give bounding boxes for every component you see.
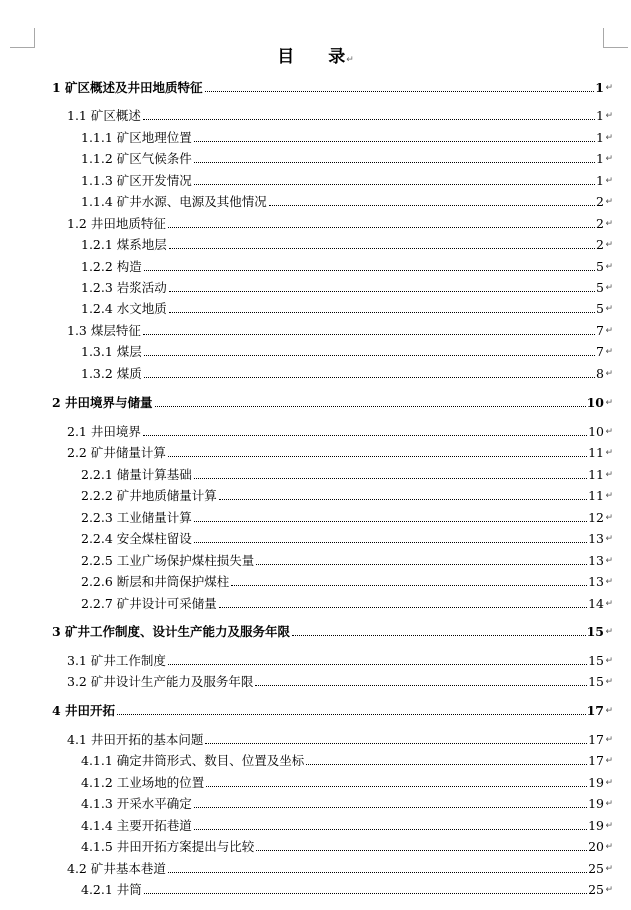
- paragraph-mark: ↵: [605, 756, 613, 766]
- paragraph-mark: ↵: [605, 427, 613, 437]
- paragraph-mark: ↵: [605, 283, 613, 293]
- paragraph-mark: ↵: [605, 778, 613, 788]
- toc-entry[interactable]: [81, 467, 613, 483]
- toc-entry[interactable]: [81, 553, 613, 569]
- toc-entry-label: 3.2 矿井设计生产能力及服务年限: [67, 674, 254, 689]
- toc-page-number: 15: [586, 624, 604, 639]
- toc-page-number: 10: [586, 395, 604, 410]
- paragraph-mark: ↵: [605, 706, 613, 716]
- paragraph-mark: ↵: [605, 176, 613, 186]
- paragraph-mark: ↵: [605, 677, 613, 687]
- toc-entry[interactable]: [81, 237, 613, 253]
- toc-entry-label: 2.2.3 工业储量计算: [81, 510, 192, 525]
- toc-entry[interactable]: [52, 703, 613, 719]
- toc-entry[interactable]: [81, 753, 613, 769]
- toc-entry-label: 4.1.2 工业场地的位置: [81, 775, 205, 790]
- toc-dot-leader: [255, 685, 587, 686]
- toc-dot-leader: [219, 499, 587, 500]
- toc-entry-label: 4.2 矿井基本巷道: [67, 861, 166, 876]
- toc-entry[interactable]: [67, 445, 613, 461]
- toc-page-number: 11: [588, 488, 604, 503]
- toc-dot-leader: [231, 585, 587, 586]
- toc-entry-label: 2.2 矿井储量计算: [67, 445, 166, 460]
- toc-page-number: 7: [596, 344, 604, 359]
- toc-entry-label: 1.3 煤层特征: [67, 323, 141, 338]
- paragraph-mark: ↵: [605, 534, 613, 544]
- toc-page-number: 25: [588, 861, 604, 876]
- toc-page-number: 5: [596, 259, 604, 274]
- toc-dot-leader: [144, 355, 595, 356]
- toc-dot-leader: [269, 205, 595, 206]
- paragraph-mark: ↵: [605, 885, 613, 895]
- toc-dot-leader: [168, 227, 595, 228]
- toc-entry-label: 1.1.4 矿井水源、电源及其他情况: [81, 194, 267, 209]
- paragraph-mark: ↵: [605, 133, 613, 143]
- toc-page-number: 17: [586, 703, 604, 718]
- paragraph-mark: ↵: [605, 799, 613, 809]
- paragraph-mark: ↵: [605, 864, 613, 874]
- toc-entry-label: 1.2 井田地质特征: [67, 216, 166, 231]
- paragraph-mark: ↵: [605, 262, 613, 272]
- toc-entry-label: 4 井田开拓: [52, 703, 116, 718]
- toc-entry[interactable]: [81, 796, 613, 812]
- toc-entry-label: 1.2.3 岩浆活动: [81, 280, 167, 295]
- toc-entry[interactable]: [81, 259, 613, 275]
- toc-page-number: 19: [588, 796, 604, 811]
- title-paragraph-mark: ↵: [346, 55, 354, 65]
- paragraph-mark: ↵: [605, 627, 613, 637]
- toc-entry-label: 4.1.3 开采水平确定: [81, 796, 192, 811]
- toc-entry[interactable]: [81, 366, 613, 382]
- paragraph-mark: ↵: [605, 577, 613, 587]
- toc-dot-leader: [143, 119, 595, 120]
- toc-entry[interactable]: [81, 574, 613, 590]
- toc-dot-leader: [144, 377, 595, 378]
- toc-page-number: 25: [588, 882, 604, 897]
- toc-dot-leader: [194, 542, 587, 543]
- page-title: [0, 46, 631, 71]
- toc-page-number: 2: [596, 216, 604, 231]
- toc-entry[interactable]: [52, 624, 613, 640]
- paragraph-mark: ↵: [605, 513, 613, 523]
- paragraph-mark: ↵: [605, 197, 613, 207]
- paragraph-mark: ↵: [605, 448, 613, 458]
- toc-entry[interactable]: [81, 151, 613, 167]
- toc-entry[interactable]: [67, 216, 613, 232]
- toc-entry-label: 1.1.2 矿区气候条件: [81, 151, 192, 166]
- toc-entry-label: 1.2.2 构造: [81, 259, 142, 274]
- toc-dot-leader: [256, 564, 587, 565]
- paragraph-mark: ↵: [605, 83, 613, 93]
- toc-entry-label: 3 矿井工作制度、设计生产能力及服务年限: [52, 624, 291, 639]
- toc-entry[interactable]: [81, 882, 613, 898]
- toc-dot-leader: [169, 312, 595, 313]
- toc-page-number: 5: [596, 301, 604, 316]
- toc-dot-leader: [306, 764, 587, 765]
- toc-page-number: 20: [588, 839, 604, 854]
- toc-entry[interactable]: [81, 280, 613, 296]
- toc-dot-leader: [205, 91, 595, 92]
- paragraph-mark: ↵: [605, 369, 613, 379]
- toc-page-number: 19: [588, 818, 604, 833]
- toc-entry[interactable]: [67, 861, 613, 877]
- toc-dot-leader: [206, 786, 587, 787]
- page-corner-mark-top-right: [603, 28, 628, 48]
- toc-dot-leader: [155, 406, 586, 407]
- paragraph-mark: ↵: [605, 347, 613, 357]
- toc-entry[interactable]: [67, 323, 613, 339]
- toc-entry[interactable]: [67, 424, 613, 440]
- toc-entry-label: 2.2.7 矿井设计可采储量: [81, 596, 217, 611]
- toc-entry-label: 1 矿区概述及井田地质特征: [52, 80, 203, 95]
- toc-entry[interactable]: [67, 732, 613, 748]
- toc-page-number: 17: [588, 753, 604, 768]
- toc-dot-leader: [194, 141, 595, 142]
- toc-dot-leader: [194, 184, 595, 185]
- toc-dot-leader: [194, 807, 587, 808]
- toc-dot-leader: [194, 162, 595, 163]
- toc-entry[interactable]: [67, 108, 613, 124]
- toc-page-number: 12: [588, 510, 604, 525]
- toc-dot-leader: [143, 334, 595, 335]
- toc-entry-label: 4.1.4 主要开拓巷道: [81, 818, 192, 833]
- toc-page-number: 8: [596, 366, 604, 381]
- toc-entry-label: 2.2.6 断层和井筒保护煤柱: [81, 574, 230, 589]
- toc-page-number: 11: [588, 467, 604, 482]
- toc-page-number: 7: [596, 323, 604, 338]
- toc-page-number: 1: [596, 173, 604, 188]
- toc-dot-leader: [219, 607, 587, 608]
- toc-entry[interactable]: [81, 775, 613, 791]
- toc-page-number: 15: [588, 653, 604, 668]
- toc-dot-leader: [117, 714, 586, 715]
- toc-entry[interactable]: [52, 395, 613, 411]
- toc-page-number: 11: [588, 445, 604, 460]
- paragraph-mark: ↵: [605, 111, 613, 121]
- toc-entry[interactable]: [67, 674, 613, 690]
- toc-dot-leader: [194, 829, 587, 830]
- toc-page-number: 13: [588, 574, 604, 589]
- toc-page-number: 1: [595, 80, 604, 95]
- toc-entry-label: 2.2.4 安全煤柱留设: [81, 531, 192, 546]
- paragraph-mark: ↵: [605, 219, 613, 229]
- toc-dot-leader: [144, 270, 595, 271]
- toc-page-number: 1: [596, 130, 604, 145]
- toc-page-number: 1: [596, 108, 604, 123]
- title-part-2: 录: [328, 47, 346, 67]
- toc-dot-leader: [168, 664, 587, 665]
- toc-page-number: 17: [588, 732, 604, 747]
- toc-entry[interactable]: [81, 818, 613, 834]
- toc-dot-leader: [205, 743, 587, 744]
- toc-entry-label: 1.2.1 煤系地层: [81, 237, 167, 252]
- paragraph-mark: ↵: [605, 735, 613, 745]
- toc-entry[interactable]: [81, 510, 613, 526]
- paragraph-mark: ↵: [605, 556, 613, 566]
- toc-entry-label: 1.2.4 水文地质: [81, 301, 167, 316]
- toc-dot-leader: [256, 850, 587, 851]
- paragraph-mark: ↵: [605, 470, 613, 480]
- toc-entry-label: 1.1 矿区概述: [67, 108, 141, 123]
- toc-entry-label: 2.2.5 工业广场保护煤柱损失量: [81, 553, 255, 568]
- toc-entry[interactable]: [67, 653, 613, 669]
- toc-entry[interactable]: [81, 839, 613, 855]
- toc-entry-label: 2.1 井田境界: [67, 424, 141, 439]
- toc-entry-label: 2 井田境界与储量: [52, 395, 153, 410]
- toc-dot-leader: [168, 456, 587, 457]
- toc-dot-leader: [143, 435, 587, 436]
- toc-entry-label: 1.3.2 煤质: [81, 366, 142, 381]
- paragraph-mark: ↵: [605, 491, 613, 501]
- toc-entry-label: 1.1.3 矿区开发情况: [81, 173, 192, 188]
- toc-page-number: 15: [588, 674, 604, 689]
- toc-entry[interactable]: [81, 344, 613, 360]
- toc-entry-label: 4.1.5 井田开拓方案提出与比较: [81, 839, 255, 854]
- toc-entry-label: 2.2.1 储量计算基础: [81, 467, 192, 482]
- paragraph-mark: ↵: [605, 821, 613, 831]
- toc-entry-label: 4.1 井田开拓的基本问题: [67, 732, 204, 747]
- title-part-1: 目: [277, 47, 295, 67]
- toc-entry-label: 1.3.1 煤层: [81, 344, 142, 359]
- toc-entry[interactable]: [81, 531, 613, 547]
- paragraph-mark: ↵: [605, 326, 613, 336]
- toc-entry-label: 2.2.2 矿井地质储量计算: [81, 488, 217, 503]
- toc-dot-leader: [194, 521, 587, 522]
- toc-dot-leader: [292, 635, 586, 636]
- toc-entry[interactable]: [81, 194, 613, 210]
- toc-entry-label: 1.1.1 矿区地理位置: [81, 130, 192, 145]
- toc-page-number: 13: [588, 531, 604, 546]
- toc-page-number: 19: [588, 775, 604, 790]
- toc-entry[interactable]: [52, 80, 613, 96]
- toc-dot-leader: [194, 478, 587, 479]
- toc-page-number: 5: [596, 280, 604, 295]
- toc-entry[interactable]: [81, 301, 613, 317]
- toc-page-number: 2: [596, 237, 604, 252]
- paragraph-mark: ↵: [605, 154, 613, 164]
- paragraph-mark: ↵: [605, 842, 613, 852]
- toc-dot-leader: [169, 291, 595, 292]
- toc-entry[interactable]: [81, 130, 613, 146]
- toc-dot-leader: [168, 872, 587, 873]
- toc-page-number: 10: [588, 424, 604, 439]
- toc-entry[interactable]: [81, 173, 613, 189]
- toc-entry-label: 4.2.1 井筒: [81, 882, 142, 897]
- paragraph-mark: ↵: [605, 398, 613, 408]
- toc-page-number: 14: [588, 596, 604, 611]
- toc-entry[interactable]: [81, 488, 613, 504]
- toc-page-number: 2: [596, 194, 604, 209]
- toc-entry-label: 4.1.1 确定井筒形式、数目、位置及坐标: [81, 753, 305, 768]
- toc-page-number: 13: [588, 553, 604, 568]
- toc-dot-leader: [169, 248, 595, 249]
- paragraph-mark: ↵: [605, 240, 613, 250]
- paragraph-mark: ↵: [605, 304, 613, 314]
- toc-page-number: 1: [596, 151, 604, 166]
- paragraph-mark: ↵: [605, 656, 613, 666]
- toc-entry-label: 3.1 矿井工作制度: [67, 653, 166, 668]
- toc-dot-leader: [144, 893, 587, 894]
- paragraph-mark: ↵: [605, 599, 613, 609]
- page-corner-mark-top-left: [10, 28, 35, 48]
- toc-entry[interactable]: [81, 596, 613, 612]
